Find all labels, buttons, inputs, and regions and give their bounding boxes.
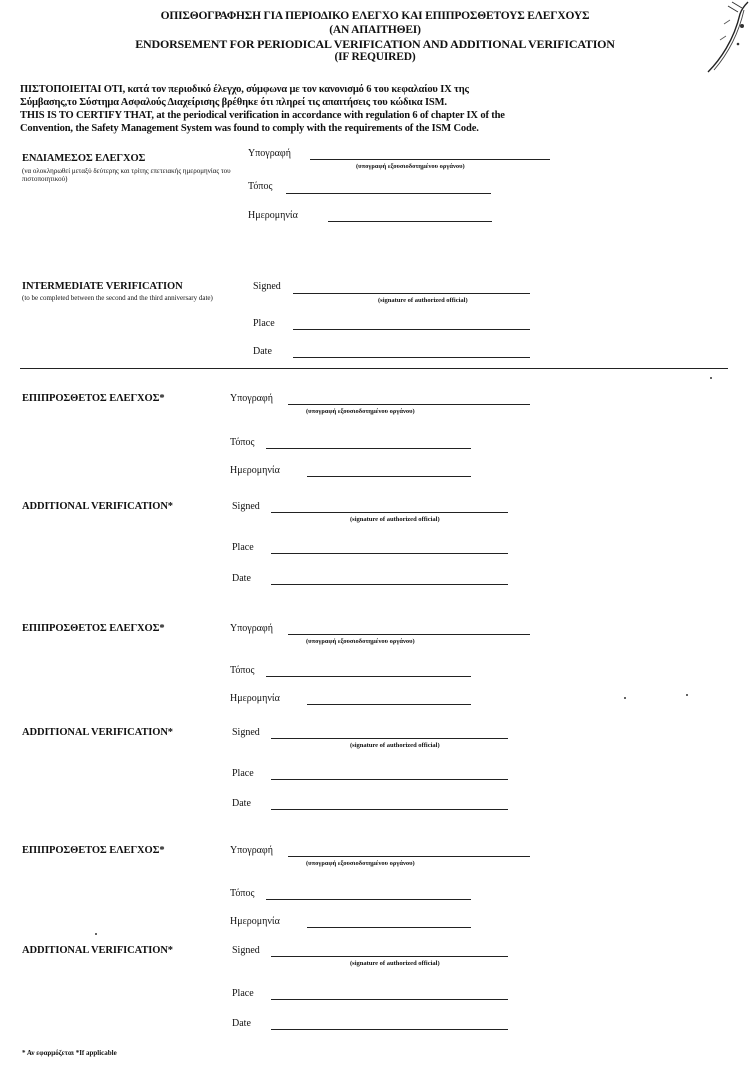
additional-english-signed-sub-2: (signature of authorized official) — [350, 742, 440, 749]
additional-greek-place-field-3[interactable] — [266, 899, 471, 900]
additional-english-place-label-2: Place — [232, 768, 254, 779]
additional-english-date-field-2[interactable] — [271, 809, 508, 810]
additional-greek-signed-label-2: Υπογραφή — [230, 623, 273, 634]
additional-english-place-field-1[interactable] — [271, 553, 508, 554]
intermediate-greek-title: ΕΝΔΙΑΜΕΣΟΣ ΕΛΕΓΧΟΣ — [22, 153, 146, 164]
additional-english-date-field-1[interactable] — [271, 584, 508, 585]
additional-english-signed-label-2: Signed — [232, 727, 260, 738]
intermediate-english-title: INTERMEDIATE VERIFICATION — [22, 281, 183, 292]
intermediate-english-date-label: Date — [253, 346, 272, 357]
stamp-scribble-icon — [668, 0, 750, 80]
additional-english-signed-label-3: Signed — [232, 945, 260, 956]
additional-greek-signed-label-1: Υπογραφή — [230, 393, 273, 404]
intermediate-english-signature-field[interactable] — [293, 293, 530, 294]
additional-greek-signature-field-2[interactable] — [288, 634, 530, 635]
additional-english-signature-field-1[interactable] — [271, 512, 508, 513]
additional-english-title-2: ADDITIONAL VERIFICATION* — [22, 727, 173, 738]
additional-greek-place-field-2[interactable] — [266, 676, 471, 677]
certify-english-line-1: THIS IS TO CERTIFY THAT, at the periodical verification in accordance with regulation 6 of chapter IX of the — [20, 110, 505, 121]
additional-english-place-label-3: Place — [232, 988, 254, 999]
header-english-title: ENDORSEMENT FOR PERIODICAL VERIFICATION AND ADDITIONAL VERIFICATION — [135, 37, 615, 51]
intermediate-english-date-field[interactable] — [293, 357, 530, 358]
intermediate-greek-note: (να ολοκληρωθεί μεταξύ δεύτερης και τρίτης επετειακής ημερομηνίας του πιστοποιητικού) — [22, 167, 231, 183]
additional-greek-date-field-2[interactable] — [307, 704, 471, 705]
additional-greek-signature-field-3[interactable] — [288, 856, 530, 857]
header-greek-subtitle: (ΑΝ ΑΠΑΙΤΗΘΕΙ) — [329, 24, 421, 36]
additional-greek-signed-sub-1: (υπογραφή εξουσιοδοτημένου οργάνου) — [306, 408, 415, 415]
intermediate-greek-signed-sub: (υπογραφή εξουσιοδοτημένου οργάνου) — [356, 163, 465, 170]
additional-greek-signed-label-3: Υπογραφή — [230, 845, 273, 856]
scan-speck — [624, 697, 626, 699]
additional-greek-title-2: ΕΠΙΠΡΟΣΘΕΤΟΣ ΕΛΕΓΧΟΣ* — [22, 623, 165, 634]
additional-greek-signed-sub-3: (υπογραφή εξουσιοδοτημένου οργάνου) — [306, 860, 415, 867]
certify-english-line-2: Convention, the Safety Management System was found to comply with the requirements of the ISM Code. — [20, 123, 479, 134]
footnote: * Αν εφαρμόζεται *If applicable — [22, 1049, 117, 1057]
intermediate-greek-place-field[interactable] — [286, 193, 491, 194]
intermediate-english-place-field[interactable] — [293, 329, 530, 330]
scan-speck — [686, 694, 688, 696]
additional-greek-place-label-3: Τόπος — [230, 888, 255, 899]
intermediate-greek-signed-label: Υπογραφή — [248, 148, 291, 159]
additional-english-place-field-2[interactable] — [271, 779, 508, 780]
additional-english-date-field-3[interactable] — [271, 1029, 508, 1030]
additional-greek-date-field-3[interactable] — [307, 927, 471, 928]
intermediate-english-place-label: Place — [253, 318, 275, 329]
intermediate-english-note: (to be completed between the second and the third anniversary date) — [22, 294, 213, 302]
additional-greek-date-field-1[interactable] — [307, 476, 471, 477]
additional-greek-date-label-1: Ημερομηνία — [230, 465, 280, 476]
scan-speck — [95, 933, 97, 935]
additional-greek-signature-field-1[interactable] — [288, 404, 530, 405]
additional-english-signature-field-2[interactable] — [271, 738, 508, 739]
additional-english-place-label-1: Place — [232, 542, 254, 553]
additional-greek-place-label-1: Τόπος — [230, 437, 255, 448]
additional-english-signed-sub-1: (signature of authorized official) — [350, 516, 440, 523]
certify-greek-line-1: ΠΙΣΤΟΠΟΙΕΙΤΑΙ ΟΤΙ, κατά τον περιοδικό έλεγχο, σύμφωνα με τον κανονισμό 6 του κεφαλαίου IX της — [20, 84, 469, 95]
scan-speck — [710, 377, 712, 379]
intermediate-greek-signature-field[interactable] — [310, 159, 550, 160]
additional-english-signed-sub-3: (signature of authorized official) — [350, 960, 440, 967]
intermediate-english-signed-label: Signed — [253, 281, 281, 292]
header-english-subtitle: (IF REQUIRED) — [334, 51, 416, 63]
additional-english-signature-field-3[interactable] — [271, 956, 508, 957]
intermediate-greek-place-label: Τόπος — [248, 181, 273, 192]
additional-english-date-label-3: Date — [232, 1018, 251, 1029]
additional-greek-title-3: ΕΠΙΠΡΟΣΘΕΤΟΣ ΕΛΕΓΧΟΣ* — [22, 845, 165, 856]
additional-greek-title-1: ΕΠΙΠΡΟΣΘΕΤΟΣ ΕΛΕΓΧΟΣ* — [22, 393, 165, 404]
additional-greek-place-label-2: Τόπος — [230, 665, 255, 676]
additional-greek-place-field-1[interactable] — [266, 448, 471, 449]
additional-english-place-field-3[interactable] — [271, 999, 508, 1000]
intermediate-english-signed-sub: (signature of authorized official) — [378, 297, 468, 304]
section-divider — [20, 368, 728, 369]
additional-greek-signed-sub-2: (υπογραφή εξουσιοδοτημένου οργάνου) — [306, 638, 415, 645]
additional-english-date-label-2: Date — [232, 798, 251, 809]
additional-greek-date-label-2: Ημερομηνία — [230, 693, 280, 704]
additional-english-title-3: ADDITIONAL VERIFICATION* — [22, 945, 173, 956]
intermediate-greek-date-label: Ημερομηνία — [248, 210, 298, 221]
additional-english-signed-label-1: Signed — [232, 501, 260, 512]
additional-english-date-label-1: Date — [232, 573, 251, 584]
intermediate-greek-date-field[interactable] — [328, 221, 492, 222]
additional-english-title-1: ADDITIONAL VERIFICATION* — [22, 501, 173, 512]
header-greek-title: ΟΠΙΣΘΟΓΡΑΦΗΣΗ ΓΙΑ ΠΕΡΙΟΔΙΚΟ ΕΛΕΓΧΟ ΚΑΙ ΕΠΙΠΡΟΣΘΕΤΟΥΣ ΕΛΕΓΧΟΥΣ — [160, 10, 590, 22]
certify-greek-line-2: Σύμβασης,το Σύστημα Ασφαλούς Διαχείρισης βρέθηκε ότι πληρεί τις απαιτήσεις του κώδικα ISM. — [20, 97, 447, 108]
additional-greek-date-label-3: Ημερομηνία — [230, 916, 280, 927]
